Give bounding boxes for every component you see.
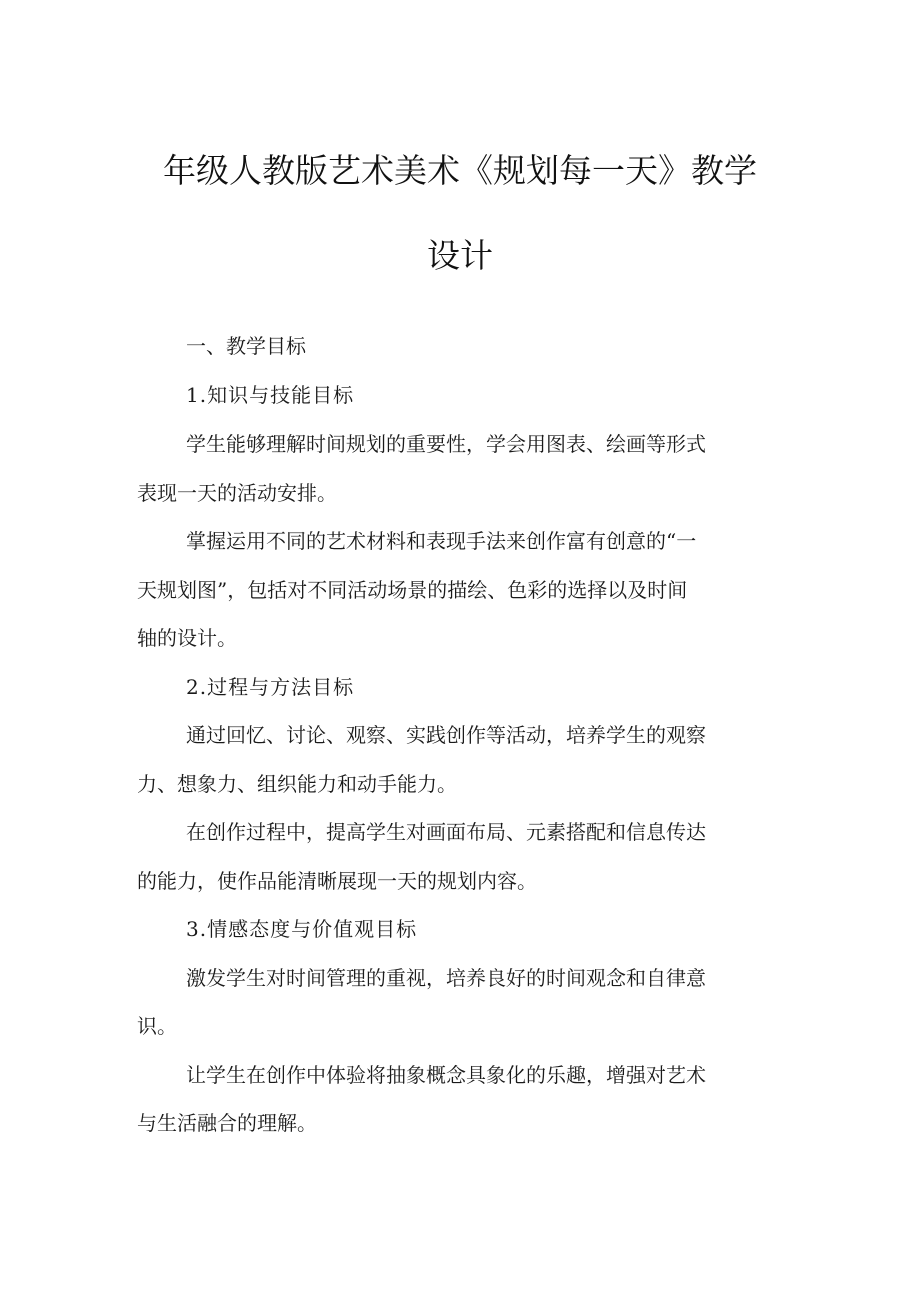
paragraph-line: 通过回忆、讨论、观察、实践创作等活动，培养学生的观察: [186, 723, 706, 747]
paragraph-line: 天规划图”，包括对不同活动场景的描绘、色彩的选择以及时间: [137, 578, 688, 602]
paragraph-line: 在创作过程中，提高学生对画面布局、元素搭配和信息传达: [186, 820, 706, 844]
subsection-heading-process: 2.过程与方法目标: [186, 675, 355, 699]
document-title-line2: 设计: [427, 236, 493, 275]
paragraph-line: 力、想象力、组织能力和动手能力。: [137, 772, 457, 796]
subsection-heading-knowledge: 1.知识与技能目标: [186, 383, 355, 407]
paragraph-line: 让学生在创作中体验将抽象概念具象化的乐趣，增强对艺术: [186, 1063, 706, 1087]
paragraph-line: 表现一天的活动安排。: [137, 481, 337, 505]
paragraph-line: 识。: [137, 1014, 177, 1038]
section-heading: 一、教学目标: [186, 334, 306, 358]
paragraph-line: 轴的设计。: [137, 626, 237, 650]
paragraph-line: 的能力，使作品能清晰展现一天的规划内容。: [137, 869, 537, 893]
subsection-heading-values: 3.情感态度与价值观目标: [186, 917, 418, 941]
paragraph-line: 激发学生对时间管理的重视，培养良好的时间观念和自律意: [186, 966, 706, 990]
paragraph-line: 学生能够理解时间规划的重要性，学会用图表、绘画等形式: [186, 432, 706, 456]
paragraph-line: 掌握运用不同的艺术材料和表现手法来创作富有创意的“一: [186, 529, 697, 553]
paragraph-line: 与生活融合的理解。: [137, 1111, 317, 1135]
document-title-line1: 年级人教版艺术美术《规划每一天》教学: [163, 151, 757, 190]
